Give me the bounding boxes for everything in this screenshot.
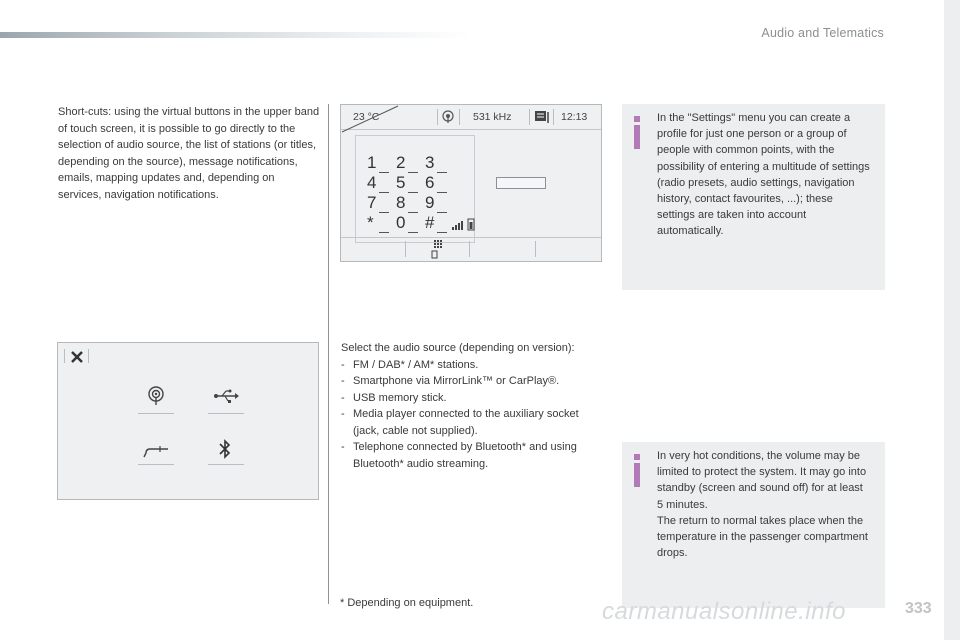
page-number: 333 xyxy=(905,600,932,617)
watermark: carmanualsonline.info xyxy=(602,598,846,625)
status-separator xyxy=(553,109,554,125)
shortcuts-paragraph: Short-cuts: using the virtual buttons in the upper band of touch screen, it is possible to go directly to the selection of audio source, the list of stations (or titles, depending on the source), message notifications, emails, mapping updates and, depending on services, navigation notifications. xyxy=(58,106,320,201)
footnote: * Depending on equipment. xyxy=(340,597,474,609)
key-4[interactable]: 4 xyxy=(367,173,377,192)
list-item-text: FM / DAB* / AM* stations. xyxy=(353,358,479,371)
source-screen-illustration xyxy=(57,342,319,500)
radio-source-icon[interactable] xyxy=(441,110,455,124)
key-6[interactable]: 6 xyxy=(425,173,435,192)
key-9[interactable]: 9 xyxy=(425,193,435,212)
clock-readout: 12:13 xyxy=(561,111,588,123)
key-8[interactable]: 8 xyxy=(396,193,406,212)
header-bar xyxy=(0,32,470,38)
list-item: - FM / DAB* / AM* stations. xyxy=(341,357,603,374)
aux-jack-icon[interactable] xyxy=(142,441,170,459)
icon-underline xyxy=(208,464,244,465)
hot-conditions-paragraph: The return to normal takes place when the temperature in the passenger compartment drops. xyxy=(657,514,868,560)
screen-bottom-divider xyxy=(341,237,601,238)
keypad-row xyxy=(367,173,454,193)
list-item-text: Media player connected to the auxiliary socket (jack, cable not supplied). xyxy=(353,408,579,437)
screen-separator xyxy=(88,349,89,363)
number-display-field[interactable] xyxy=(496,177,546,189)
keypad-row xyxy=(367,213,454,233)
bottom-separator xyxy=(535,241,536,257)
key-7[interactable]: 7 xyxy=(367,193,377,212)
page-edge-strip xyxy=(944,0,960,640)
keypad-row xyxy=(367,193,454,213)
audio-source-text xyxy=(341,340,603,472)
key-star[interactable]: * xyxy=(367,213,374,232)
section-title: Audio and Telematics xyxy=(761,26,884,40)
bluetooth-icon[interactable] xyxy=(218,438,232,460)
status-separator xyxy=(529,109,530,125)
list-item: - Media player connected to the auxiliary socket (jack, cable not supplied). xyxy=(341,406,603,439)
info-box-hot-conditions xyxy=(622,442,885,608)
close-icon[interactable] xyxy=(70,350,84,364)
key-3[interactable]: 3 xyxy=(425,153,435,172)
key-1[interactable]: 1 xyxy=(367,153,377,172)
key-0[interactable]: 0 xyxy=(396,213,406,232)
list-item: - USB memory stick. xyxy=(341,390,603,407)
list-item: - Telephone connected by Bluetooth* and using Bluetooth* audio streaming. xyxy=(341,439,603,472)
icon-underline xyxy=(138,464,174,465)
list-item-text: Telephone connected by Bluetooth* and using Bluetooth* audio streaming. xyxy=(353,441,577,470)
info-box-settings xyxy=(622,104,885,290)
bottom-separator xyxy=(469,241,470,257)
messages-icon[interactable] xyxy=(534,110,550,124)
list-item-text: Smartphone via MirrorLink™ or CarPlay®. xyxy=(353,375,560,387)
list-item: - Smartphone via MirrorLink™ or CarPlay®. xyxy=(341,373,603,390)
column-divider xyxy=(328,104,329,604)
status-separator xyxy=(459,109,460,125)
status-separator xyxy=(437,109,438,125)
key-hash[interactable]: # xyxy=(425,213,435,232)
hot-conditions-paragraph: In very hot conditions, the volume may be limited to protect the system. It may go into standby (screen and sound off) for at least 5 minutes. xyxy=(657,450,867,511)
keypad-icon[interactable] xyxy=(431,239,445,259)
icon-underline xyxy=(138,413,174,414)
dial-keypad xyxy=(367,153,454,233)
signal-battery-icon xyxy=(451,217,477,231)
frequency-readout: 531 kHz xyxy=(473,111,512,123)
usb-icon[interactable] xyxy=(213,388,239,404)
hot-conditions-text xyxy=(657,448,871,561)
radio-icon[interactable] xyxy=(146,385,166,407)
key-2[interactable]: 2 xyxy=(396,153,406,172)
keypad-row xyxy=(367,153,454,173)
callout-line xyxy=(341,105,401,135)
list-item-text: USB memory stick. xyxy=(353,391,447,404)
audio-source-intro: Select the audio source (depending on version): xyxy=(341,342,575,354)
icon-underline xyxy=(208,413,244,414)
phone-screen-illustration xyxy=(340,104,602,262)
temperature-readout: 23 °C xyxy=(353,111,380,123)
bottom-separator xyxy=(405,241,406,257)
key-5[interactable]: 5 xyxy=(396,173,406,192)
screen-separator xyxy=(64,349,65,363)
settings-info-text: In the "Settings" menu you can create a profile for just one person or a group of people with common points, with the possibility of entering a multitude of settings (radio presets, audio settings, navigation history, contact favourites, ...); these settings are taken into account automatically. xyxy=(657,112,870,238)
